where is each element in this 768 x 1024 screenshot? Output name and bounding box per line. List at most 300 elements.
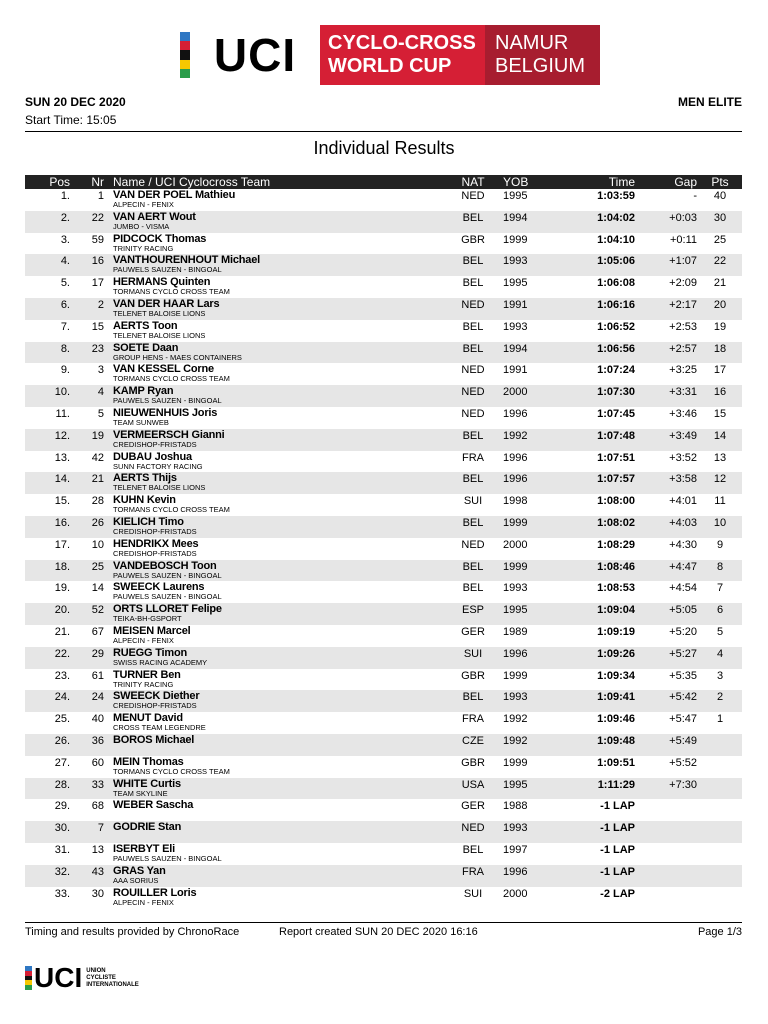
cell-pos: 3. <box>60 233 70 246</box>
cell-name: DUBAU Joshua <box>113 450 192 463</box>
cell-name: VAN AERT Wout <box>113 210 196 223</box>
cell-yob: 1993 <box>503 255 528 268</box>
cell-time: 1:06:08 <box>597 277 635 290</box>
cell-time: 1:09:48 <box>597 734 635 747</box>
cell-pts: 3 <box>716 669 724 682</box>
cell-nat: SUI <box>463 647 483 660</box>
cell-time: 1:09:34 <box>597 669 635 682</box>
cell-team: TORMANS CYCLO CROSS TEAM <box>113 766 230 776</box>
cell-pos: 1. <box>60 190 70 202</box>
cell-name: MEISEN Marcel <box>113 624 191 637</box>
cell-pos: 15. <box>54 495 70 508</box>
cell-yob: 1996 <box>503 865 528 878</box>
cell-pts: 2 <box>716 691 724 704</box>
cell-nr: 7 <box>97 822 104 835</box>
table-row <box>25 385 742 407</box>
cell-pts: 19 <box>713 320 727 333</box>
cell-team: PAUWELS SAUZEN - BINGOAL <box>113 396 222 406</box>
cell-gap: - <box>693 190 697 202</box>
cell-yob: 1996 <box>503 407 528 420</box>
cell-name: GRAS Yan <box>113 864 166 877</box>
cell-time: 1:08:00 <box>597 495 635 508</box>
cell-yob: 1995 <box>503 778 528 791</box>
cell-nr: 43 <box>91 865 104 878</box>
cell-pts: 4 <box>716 647 724 660</box>
table-row <box>25 233 742 255</box>
col-time: Time <box>608 175 635 189</box>
table-row <box>25 690 742 712</box>
cell-time: 1:06:52 <box>597 320 635 333</box>
cell-nat: BEL <box>462 429 484 442</box>
cell-time: 1:08:02 <box>597 516 635 529</box>
cell-nat: NED <box>461 407 485 420</box>
cell-yob: 1992 <box>503 734 528 747</box>
cell-pos: 11. <box>55 407 70 420</box>
cell-team: PAUWELS SAUZEN - BINGOAL <box>113 570 222 580</box>
table-row <box>25 625 742 647</box>
cell-gap: +5:42 <box>669 691 697 704</box>
cell-name: KIELICH Timo <box>113 515 184 528</box>
cell-nr: 22 <box>91 211 104 224</box>
cell-yob: 1999 <box>503 233 528 246</box>
cell-nat: GER <box>461 800 485 813</box>
cell-gap: +1:07 <box>669 255 697 268</box>
report-created: Report created SUN 20 DEC 2020 16:16 <box>279 926 478 938</box>
cell-pts: 8 <box>716 560 724 573</box>
table-row <box>25 843 742 865</box>
cell-yob: 1997 <box>503 843 528 856</box>
results-table <box>25 189 742 908</box>
cell-nr: 4 <box>97 386 104 399</box>
cell-time: -2 LAP <box>600 887 635 900</box>
cell-pts: 7 <box>716 582 724 595</box>
cell-yob: 1995 <box>503 277 528 290</box>
cell-pts: 21 <box>713 277 727 290</box>
cell-pos: 16. <box>54 516 70 529</box>
cell-team: TRINITY RACING <box>113 243 174 253</box>
event-banner <box>180 25 600 85</box>
cell-team: CREDISHOP-FRISTADS <box>113 526 197 536</box>
cell-name: VANDEBOSCH Toon <box>113 559 217 572</box>
cell-pos: 13. <box>54 451 70 464</box>
footer-divider <box>25 922 742 923</box>
race-category: MEN ELITE <box>677 95 742 109</box>
cell-time: 1:07:57 <box>597 473 635 486</box>
cell-name: AERTS Toon <box>113 319 178 332</box>
cell-team: GROUP HENS - MAES CONTAINERS <box>113 352 242 362</box>
cell-pos: 22. <box>54 647 70 660</box>
cell-pos: 33. <box>54 887 70 900</box>
table-row <box>25 560 742 582</box>
cell-gap: +2:57 <box>669 342 697 355</box>
cell-gap: +5:49 <box>669 734 697 747</box>
footer-logo-words <box>86 968 139 989</box>
cell-team: PAUWELS SAUZEN - BINGOAL <box>113 853 222 863</box>
cell-nat: BEL <box>462 255 484 268</box>
cell-team: TEAM SUNWEB <box>113 417 169 427</box>
cell-time: 1:09:19 <box>597 625 635 638</box>
cell-name: AERTS Thijs <box>113 472 177 485</box>
cell-yob: 1995 <box>503 604 528 617</box>
cell-pts: 6 <box>716 604 724 617</box>
cell-nat: NED <box>461 190 485 202</box>
cell-team: ALPECIN - FENIX <box>113 897 174 907</box>
cell-team: PAUWELS SAUZEN - BINGOAL <box>113 265 222 275</box>
cell-nat: FRA <box>462 451 484 464</box>
event-line2: WORLD CUP <box>328 55 452 77</box>
cell-nat: BEL <box>462 320 484 333</box>
event-line1: CYCLO-CROSS <box>328 32 476 54</box>
cell-time: 1:08:29 <box>597 538 635 551</box>
table-row <box>25 276 742 298</box>
cell-nr: 59 <box>91 233 104 246</box>
cell-gap: +0:03 <box>669 211 697 224</box>
cell-name: SOETE Daan <box>113 341 179 354</box>
cell-pts: 16 <box>713 386 727 399</box>
cell-yob: 1992 <box>503 713 528 726</box>
event-city: NAMUR <box>495 32 569 54</box>
cell-pts: 30 <box>713 211 727 224</box>
cell-pos: 5. <box>60 277 70 290</box>
cell-time: 1:03:59 <box>597 190 635 202</box>
cell-nr: 42 <box>91 451 104 464</box>
cell-nr: 14 <box>91 582 104 595</box>
cell-pos: 29. <box>54 800 70 813</box>
cell-pos: 26. <box>54 734 70 747</box>
col-name: Name / UCI Cyclocross Team <box>113 175 271 189</box>
cell-gap: +4:03 <box>669 516 697 529</box>
cell-pos: 21. <box>54 625 70 638</box>
cell-time: 1:04:02 <box>597 211 635 224</box>
cell-name: VANTHOURENHOUT Michael <box>113 254 260 267</box>
cell-time: 1:09:41 <box>597 691 635 704</box>
cell-pos: 4. <box>60 255 70 268</box>
cell-pts: 40 <box>713 190 727 202</box>
cell-yob: 1991 <box>503 298 528 311</box>
cell-name: ROUILLER Loris <box>113 886 197 899</box>
cell-team: CREDISHOP-FRISTADS <box>113 701 197 711</box>
cell-time: 1:09:26 <box>597 647 635 660</box>
table-row <box>25 451 742 473</box>
table-row <box>25 342 742 364</box>
table-row <box>25 189 742 211</box>
cell-team: JUMBO - VISMA <box>113 221 170 231</box>
cell-time: 1:06:16 <box>597 298 635 311</box>
cell-time: 1:09:46 <box>597 713 635 726</box>
cell-pos: 10. <box>54 386 70 399</box>
cell-nr: 13 <box>91 843 104 856</box>
cell-pts: 14 <box>713 429 727 442</box>
cell-time: -1 LAP <box>600 822 635 835</box>
footer-rainbow-stripes <box>25 966 32 990</box>
cell-nat: ESP <box>461 604 484 617</box>
cell-nr: 68 <box>91 800 104 813</box>
col-yob: YOB <box>503 175 529 189</box>
cell-nat: BEL <box>462 473 484 486</box>
cell-yob: 2000 <box>503 538 528 551</box>
page-title: Individual Results <box>313 138 455 158</box>
cell-name: ORTS LLORET Felipe <box>113 603 222 616</box>
cell-nr: 1 <box>97 190 104 202</box>
cell-pos: 6. <box>60 298 70 311</box>
cell-time: 1:09:04 <box>597 604 635 617</box>
cell-name: VERMEERSCH Gianni <box>113 428 225 441</box>
cell-nat: GBR <box>461 756 485 769</box>
cell-pos: 31. <box>54 843 70 856</box>
cell-time: -1 LAP <box>600 865 635 878</box>
cell-team: ALPECIN - FENIX <box>113 635 174 645</box>
cell-nat: NED <box>461 298 485 311</box>
cell-gap: +5:05 <box>669 604 697 617</box>
cell-team: ALPECIN - FENIX <box>113 200 174 209</box>
cell-nat: SUI <box>463 495 483 508</box>
cell-nat: BEL <box>462 342 484 355</box>
table-row <box>25 516 742 538</box>
cell-nat: GBR <box>461 233 485 246</box>
cell-pos: 23. <box>54 669 70 682</box>
logo-word-3: INTERNATIONALE <box>86 981 139 988</box>
cell-gap: +3:31 <box>669 386 697 399</box>
cell-nr: 29 <box>91 647 104 660</box>
cell-team: TEAM SKYLINE <box>113 788 168 798</box>
col-nat: NAT <box>461 175 485 189</box>
table-row <box>25 494 742 516</box>
table-row <box>25 538 742 560</box>
cell-team: TELENET BALOISE LIONS <box>113 308 206 318</box>
table-row <box>25 647 742 669</box>
cell-team: AAA SORIUS <box>113 875 159 885</box>
cell-nat: CZE <box>462 734 484 747</box>
col-pos: Pos <box>49 175 70 189</box>
cell-name: VAN DER HAAR Lars <box>113 297 220 310</box>
cell-time: 1:08:46 <box>597 560 635 573</box>
cell-gap: +2:53 <box>669 320 697 333</box>
cell-nat: BEL <box>462 277 484 290</box>
table-row <box>25 581 742 603</box>
cell-time: -1 LAP <box>600 800 635 813</box>
table-row <box>25 472 742 494</box>
cell-pts: 5 <box>716 625 724 638</box>
cell-pos: 8. <box>60 342 70 355</box>
cell-gap: +4:01 <box>669 495 697 508</box>
cell-yob: 1989 <box>503 625 528 638</box>
cell-pos: 2. <box>60 211 70 224</box>
cell-team: CROSS TEAM LEGENDRE <box>113 723 206 733</box>
cell-nr: 5 <box>97 407 104 420</box>
table-row <box>25 799 742 821</box>
cell-nr: 15 <box>91 320 104 333</box>
cell-pts: 1 <box>716 713 724 726</box>
cell-yob: 1999 <box>503 756 528 769</box>
cell-pts: 17 <box>713 364 727 377</box>
cell-name: PIDCOCK Thomas <box>113 232 207 245</box>
cell-pos: 14. <box>54 473 70 486</box>
cell-gap: +3:49 <box>669 429 697 442</box>
cell-team: PAUWELS SAUZEN - BINGOAL <box>113 592 222 602</box>
cell-nr: 2 <box>97 298 104 311</box>
cell-nr: 60 <box>91 756 104 769</box>
cell-gap: +4:54 <box>669 582 697 595</box>
cell-pos: 24. <box>54 691 70 704</box>
cell-team: TRINITY RACING <box>113 679 174 689</box>
cell-name: VAN KESSEL Corne <box>113 363 214 376</box>
cell-nat: FRA <box>462 865 484 878</box>
cell-time: 1:07:45 <box>597 407 635 420</box>
cell-nr: 16 <box>91 255 104 268</box>
page-number: Page 1/3 <box>697 926 742 938</box>
cell-gap: +0:11 <box>669 233 697 246</box>
cell-gap: +5:20 <box>669 625 697 638</box>
cell-name: MENUT David <box>113 712 183 725</box>
cell-yob: 1993 <box>503 691 528 704</box>
cell-name: HENDRIKX Mees <box>113 537 199 550</box>
rainbow-stripes <box>180 32 190 78</box>
cell-name: WHITE Curtis <box>113 777 181 790</box>
cell-yob: 1999 <box>503 669 528 682</box>
uci-footer-logo <box>25 962 139 994</box>
cell-nat: SUI <box>463 887 483 900</box>
cell-team: CREDISHOP-FRISTADS <box>113 439 197 449</box>
cell-pos: 9. <box>60 364 70 377</box>
cell-nat: NED <box>461 364 485 377</box>
cell-time: 1:07:51 <box>597 451 635 464</box>
cell-nat: BEL <box>462 582 484 595</box>
cell-nr: 23 <box>91 342 104 355</box>
logo-word-2: CYCLISTE <box>86 974 116 981</box>
cell-pos: 17. <box>54 538 70 551</box>
footer-logo-text: UCI <box>34 962 83 993</box>
cell-gap: +4:47 <box>669 560 697 573</box>
cell-time: 1:11:29 <box>597 778 635 791</box>
cell-name: MEIN Thomas <box>113 755 184 768</box>
cell-time: -1 LAP <box>600 843 635 856</box>
col-pts: Pts <box>711 175 729 189</box>
cell-gap: +3:52 <box>669 451 697 464</box>
table-row <box>25 429 742 451</box>
table-row <box>25 669 742 691</box>
table-row <box>25 254 742 276</box>
cell-team: TELENET BALOISE LIONS <box>113 483 206 493</box>
table-row <box>25 407 742 429</box>
cell-nr: 21 <box>91 473 104 486</box>
table-row <box>25 320 742 342</box>
cell-pts: 18 <box>713 342 727 355</box>
cell-yob: 1996 <box>503 473 528 486</box>
cell-yob: 1998 <box>503 495 528 508</box>
cell-team: SUNN FACTORY RACING <box>113 461 203 471</box>
cell-time: 1:04:10 <box>597 233 635 246</box>
cell-yob: 1993 <box>503 822 528 835</box>
cell-team: SWISS RACING ACADEMY <box>113 657 208 667</box>
table-row <box>25 603 742 625</box>
cell-name: NIEUWENHUIS Joris <box>113 406 218 419</box>
table-row <box>25 756 742 778</box>
cell-yob: 2000 <box>503 887 528 900</box>
cell-nr: 19 <box>91 429 104 442</box>
cell-name: BOROS Michael <box>113 733 195 746</box>
cell-pos: 18. <box>54 560 70 573</box>
cell-gap: +5:47 <box>669 713 697 726</box>
cell-pts: 20 <box>713 298 727 311</box>
cell-team: TORMANS CYCLO CROSS TEAM <box>113 374 230 384</box>
cell-nat: GBR <box>461 669 485 682</box>
cell-pts: 13 <box>713 451 727 464</box>
cell-pos: 19. <box>54 582 70 595</box>
cell-name: KUHN Kevin <box>113 494 176 507</box>
cell-name: GODRIE Stan <box>113 821 182 834</box>
cell-nr: 3 <box>97 364 104 377</box>
cell-yob: 1992 <box>503 429 528 442</box>
header-divider <box>25 131 742 132</box>
cell-yob: 1996 <box>503 647 528 660</box>
cell-pts: 22 <box>713 255 727 268</box>
cell-name: SWEECK Diether <box>113 690 200 703</box>
cell-name: ISERBYT Eli <box>113 842 175 855</box>
cell-pos: 28. <box>54 778 70 791</box>
cell-nr: 30 <box>91 887 104 900</box>
cell-nr: 28 <box>91 495 104 508</box>
cell-nr: 67 <box>91 625 104 638</box>
cell-nat: FRA <box>462 713 484 726</box>
cell-time: 1:07:24 <box>597 364 635 377</box>
cell-nat: NED <box>461 822 485 835</box>
cell-yob: 1995 <box>503 190 528 202</box>
table-row <box>25 778 742 800</box>
timing-credit: Timing and results provided by ChronoRace <box>25 926 240 938</box>
cell-nr: 26 <box>91 516 104 529</box>
cell-nr: 52 <box>91 604 104 617</box>
cell-time: 1:05:06 <box>597 255 635 268</box>
cell-name: KAMP Ryan <box>113 385 174 398</box>
cell-pts: 25 <box>713 233 727 246</box>
cell-team: TORMANS CYCLO CROSS TEAM <box>113 287 230 297</box>
cell-gap: +2:09 <box>669 277 697 290</box>
cell-yob: 1993 <box>503 582 528 595</box>
cell-yob: 1996 <box>503 451 528 464</box>
cell-yob: 1991 <box>503 364 528 377</box>
cell-pos: 12. <box>54 429 70 442</box>
start-time: Start Time: 15:05 <box>25 113 117 127</box>
cell-pts: 11 <box>714 495 726 508</box>
cell-nat: BEL <box>462 843 484 856</box>
table-row <box>25 211 742 233</box>
cell-gap: +4:30 <box>669 538 697 551</box>
cell-nr: 17 <box>91 277 104 290</box>
cell-nr: 33 <box>91 778 104 791</box>
cell-name: HERMANS Quinten <box>113 276 211 289</box>
cell-nr: 25 <box>91 560 104 573</box>
cell-gap: +5:27 <box>669 647 697 660</box>
cell-pos: 32. <box>54 865 70 878</box>
col-nr: Nr <box>91 175 104 189</box>
cell-nr: 24 <box>91 691 104 704</box>
cell-pos: 27. <box>54 756 70 769</box>
uci-logo: UCI <box>190 25 320 85</box>
cell-name: SWEECK Laurens <box>113 581 205 594</box>
cell-gap: +3:25 <box>669 364 697 377</box>
table-row <box>25 865 742 887</box>
cell-name: RUEGG Timon <box>113 646 187 659</box>
cell-yob: 1999 <box>503 560 528 573</box>
cell-gap: +3:58 <box>669 473 697 486</box>
cell-nr: 61 <box>91 669 104 682</box>
cell-gap: +7:30 <box>669 778 697 791</box>
event-name <box>320 25 485 85</box>
cell-nr: 36 <box>91 734 104 747</box>
cell-nat: USA <box>461 778 485 791</box>
cell-pos: 20. <box>54 604 70 617</box>
cell-time: 1:09:51 <box>597 756 635 769</box>
